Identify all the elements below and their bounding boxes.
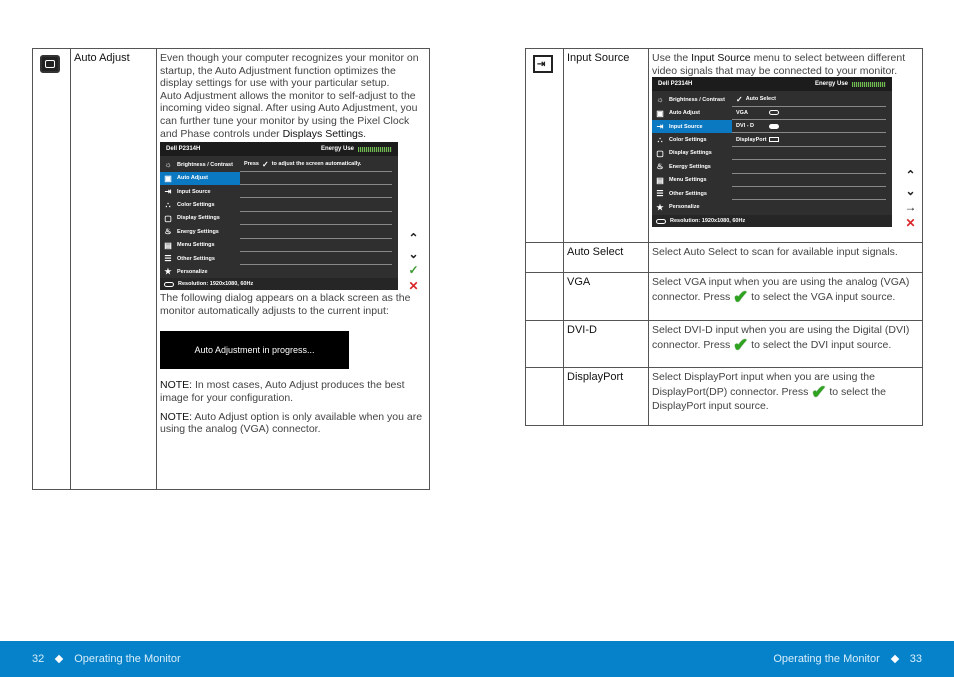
term-cell — [564, 273, 649, 321]
display-icon: ▢ — [656, 148, 664, 158]
input-source-intro: Use the Input Source menu to select between different video signals that may be connected to your monitor. — [652, 52, 906, 77]
description-cell — [649, 321, 923, 368]
star-icon: ★ — [164, 267, 172, 277]
dvi-connector-icon — [769, 124, 779, 129]
icon-cell — [526, 49, 564, 243]
auto-adjust-table — [32, 48, 430, 490]
check-icon: ✓ — [262, 159, 269, 169]
osd-menu-list — [652, 93, 732, 214]
description-cell — [649, 368, 923, 426]
empty-icon-cell — [526, 273, 564, 321]
check-icon: ✔ — [733, 286, 749, 307]
section-label-right: Operating the Monitor — [773, 653, 880, 665]
color-dots-icon: ∴ — [657, 135, 663, 145]
check-icon: ✔ — [811, 381, 827, 402]
input-source-icon: ⇥ — [533, 55, 553, 73]
dvi-desc: Select DVI-D input when you are using the Digital (DVI) connector. Press ✔ to select the DVI input source. — [652, 324, 910, 355]
diamond-icon — [891, 655, 899, 663]
diamond-icon — [55, 655, 63, 663]
osd-menu-item[interactable]: ♨ Energy Settings — [164, 227, 219, 237]
osd-menu-item-selected[interactable]: ▣ Auto Adjust — [160, 172, 240, 185]
close-icon[interactable]: ✕ — [408, 279, 419, 294]
paragraph-2 — [160, 90, 426, 140]
term-vga: VGA — [567, 276, 591, 288]
connector-icon — [656, 219, 666, 224]
description-cell — [649, 243, 923, 273]
osd-content-pane: Press ✓ to adjust the screen automatically. — [240, 158, 392, 265]
displayport-connector-icon — [769, 137, 779, 142]
close-icon[interactable]: ✕ — [905, 216, 916, 231]
icon-cell — [33, 49, 71, 490]
input-source-icon: ⇥ — [656, 122, 664, 132]
osd-menu-item[interactable]: ☰ Other Settings — [164, 254, 215, 264]
osd-menu-item-selected[interactable]: ⇥ Input Source — [652, 120, 732, 133]
input-source-table — [525, 48, 923, 426]
osd-energy-label: Energy Use — [320, 146, 354, 153]
note-2: NOTE: Auto Adjust option is only available when you are using the analog (VGA) connector. — [160, 410, 423, 436]
energy-icon: ♨ — [164, 227, 172, 237]
paragraph-1: Even though your computer recognizes your monitor on startup, the Auto Adjustment function optimizes the display settings for use with your particular setup. — [160, 52, 419, 90]
osd-menu-item[interactable]: ∴ Color Settings — [652, 133, 732, 146]
term-auto-select: Auto Select — [567, 246, 624, 258]
osd-model: Dell P2314H — [658, 81, 693, 88]
term-displayport: DisplayPort — [567, 371, 624, 383]
check-icon[interactable]: ✓ — [408, 263, 419, 278]
page-number-left: 32 — [32, 653, 45, 665]
osd-figure-left — [160, 142, 426, 292]
connector-icon — [164, 282, 174, 287]
vga-connector-icon — [769, 110, 779, 115]
description-cell — [157, 49, 430, 490]
footer-right — [773, 653, 922, 665]
term-cell — [564, 49, 649, 243]
energy-meter — [852, 82, 886, 87]
description-cell — [649, 49, 923, 243]
sun-icon: ☼ — [656, 95, 664, 105]
note-1: NOTE: In most cases, Auto Adjust produces the best image for your configuration. — [160, 379, 405, 404]
auto-adjust-icon: ▣ — [656, 108, 664, 118]
osd-menu-item[interactable]: ⇥ Input Source — [164, 187, 211, 197]
osd-buttons-left — [407, 232, 420, 293]
term-dvi-d: DVI-D — [567, 324, 597, 336]
term-cell — [564, 368, 649, 426]
sun-icon: ☼ — [164, 160, 172, 170]
color-dots-icon: ∴ — [165, 200, 171, 210]
osd-menu-item[interactable]: ▣ Auto Adjust — [656, 108, 700, 118]
osd-menu-item[interactable]: ▤ Menu Settings — [656, 175, 707, 185]
description-cell — [649, 273, 923, 321]
displays-settings-link: Displays Settings — [282, 127, 364, 140]
empty-icon-cell — [526, 321, 564, 368]
osd-menu-list — [160, 158, 240, 279]
menu-icon: ▤ — [164, 240, 172, 250]
page-footer — [0, 641, 954, 677]
vga-desc: Select VGA input when you are using the analog (VGA) connector. Press ✔ to select the VGA input source. — [652, 276, 910, 307]
energy-icon: ♨ — [656, 162, 664, 172]
footer-left — [32, 653, 181, 665]
up-arrow-icon[interactable]: ⌃ — [408, 231, 419, 246]
display-icon: ▢ — [164, 213, 172, 223]
auto-select-desc: Select Auto Select to scan for available input signals. — [652, 246, 898, 258]
up-arrow-icon[interactable]: ⌃ — [905, 168, 916, 183]
osd-menu-item[interactable]: ☼ Brightness / Contrast — [164, 160, 233, 170]
page-number-right: 33 — [909, 653, 922, 665]
right-arrow-icon[interactable]: → — [904, 200, 917, 215]
osd-option[interactable]: DVI - D — [732, 120, 886, 133]
osd-buttons-right — [904, 169, 917, 230]
empty-icon-cell — [526, 243, 564, 273]
osd-footer: Resolution: 1920x1080, 60Hz — [160, 278, 398, 290]
menu-icon: ▤ — [656, 175, 664, 185]
osd-content-pane — [732, 93, 886, 200]
osd-option[interactable]: VGA — [732, 107, 886, 120]
energy-meter — [358, 147, 392, 152]
osd-option[interactable]: ✓ Auto Select — [732, 93, 886, 106]
osd-menu-item[interactable]: ☰ Other Settings — [656, 189, 707, 199]
down-arrow-icon[interactable]: ⌄ — [905, 184, 916, 199]
osd-menu-item[interactable]: ♨ Energy Settings — [656, 162, 711, 172]
auto-adjust-icon: ▣ — [164, 173, 172, 183]
osd-menu-item[interactable]: ★ Personalize — [656, 202, 700, 212]
osd-option[interactable]: DisplayPort — [732, 133, 886, 146]
term-cell — [71, 49, 157, 490]
osd-menu-right — [652, 77, 892, 227]
section-label-left: Operating the Monitor — [74, 653, 181, 665]
osd-menu-item[interactable]: ☼ Brightness / Contrast — [656, 95, 725, 105]
term-auto-adjust: Auto Adjust — [74, 52, 130, 64]
auto-adjust-progress-dialog: Auto Adjustment in progress... — [160, 331, 349, 369]
osd-model: Dell P2314H — [166, 146, 201, 153]
paragraph-2-text: Auto Adjustment allows the monitor to self-adjust to the incoming video signal. After using Auto Adjustment, you can further tune your monitor by using the Pixel Clock and Phase controls under — [160, 89, 418, 140]
paragraph-2-end: . — [363, 127, 367, 140]
osd-menu-item[interactable]: ★ Personalize — [164, 267, 208, 277]
term-cell — [564, 321, 649, 368]
term-cell — [564, 243, 649, 273]
osd-menu-item[interactable]: ▢ Display Settings — [656, 148, 712, 158]
displayport-desc: Select DisplayPort input when you are using the DisplayPort(DP) connector. Press ✔ to select the DisplayPort input source. — [652, 371, 886, 412]
osd-energy-label: Energy Use — [814, 81, 848, 88]
term-input-source: Input Source — [567, 52, 630, 64]
osd-menu-item[interactable]: ▢ Display Settings — [164, 213, 220, 223]
osd-menu-item[interactable]: ▤ Menu Settings — [164, 240, 215, 250]
sliders-icon: ☰ — [164, 254, 172, 264]
sliders-icon: ☰ — [656, 189, 664, 199]
empty-icon-cell — [526, 368, 564, 426]
osd-menu-left — [160, 142, 398, 290]
paragraph-3: The following dialog appears on a black screen as the monitor automatically adjusts to the current input: — [160, 292, 411, 317]
input-source-icon: ⇥ — [164, 187, 172, 197]
check-icon: ✓ — [736, 94, 743, 104]
osd-figure-right — [652, 77, 919, 229]
osd-footer: Resolution: 1920x1080, 60Hz — [652, 215, 892, 227]
osd-menu-item[interactable]: ∴ Color Settings — [160, 198, 240, 211]
auto-adjust-icon — [40, 55, 60, 73]
star-icon: ★ — [656, 202, 664, 212]
check-icon: ✔ — [733, 334, 749, 355]
down-arrow-icon[interactable]: ⌄ — [408, 247, 419, 262]
